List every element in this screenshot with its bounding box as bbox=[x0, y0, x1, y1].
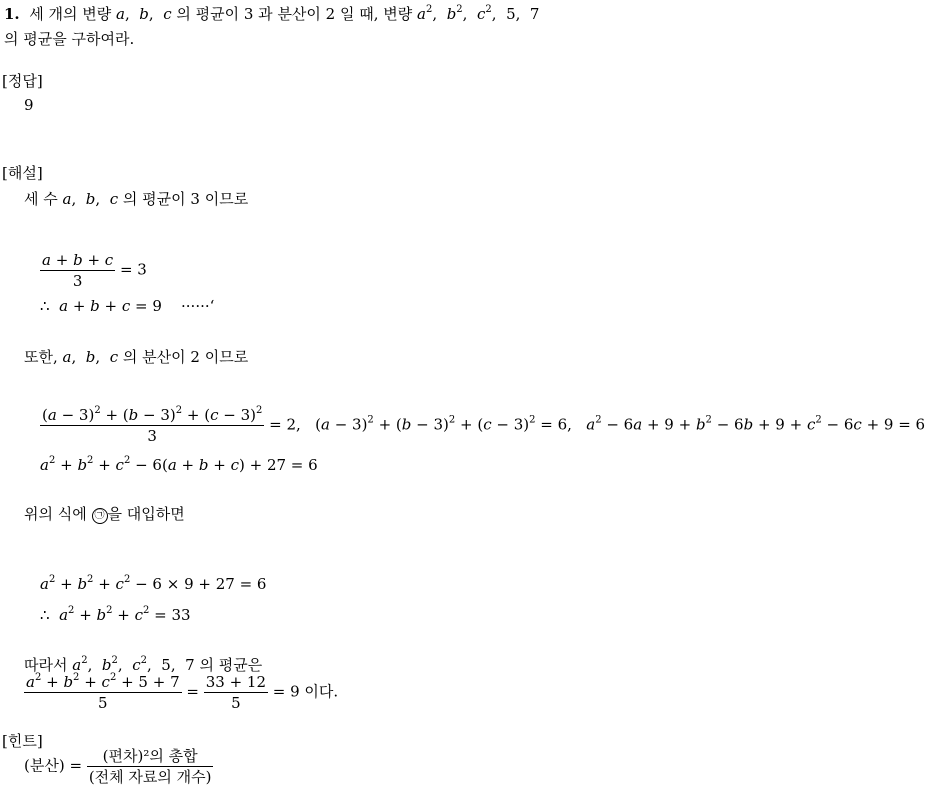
answer-heading: [정답] bbox=[2, 72, 43, 90]
solution-step-2: 또한, a, b, c 의 분산이 2 이므로 bbox=[24, 348, 249, 366]
equation-variance: $\frac{(a - 3)^2 + (b - 3)^2 + (c - 3)^2}{3}$ = 2, $(a - 3)^2 + (b - 3)^2 + (c - 3)^2 = 6$, $a^2 - 6a + 9 + b^2 - 6b + 9 + c^2 - 6c + 9 = 6$ bbox=[42, 405, 925, 445]
problem-number: 1. bbox=[4, 5, 20, 23]
equation-label-dots: ······‘ bbox=[181, 297, 215, 315]
solution-step-4: 따라서 $a^2$, $b^2$, $c^2$, 5, 7 의 평균은 bbox=[24, 655, 263, 674]
equation-expanded: $a^2 + b^2 + c^2 - 6(a + b + c) + 27 = 6$ bbox=[40, 455, 318, 474]
equation-substituted: $a^2 + b^2 + c^2 - 6 \times 9 + 27 = 6$ bbox=[40, 574, 267, 593]
solution-heading: [해설] bbox=[2, 164, 43, 182]
problem-line-1: 1. 세 개의 변량 a, b, c 의 평균이 3 과 분산이 2 일 때, 변량 $a^2$, $b^2$, $c^2$, 5, 7 bbox=[4, 4, 540, 23]
answer-value: 9 bbox=[24, 96, 34, 114]
solution-step-1: 세 수 a, b, c 의 평균이 3 이므로 bbox=[24, 190, 249, 208]
hint-formula: (분산) = $\frac{\text{(편차)²의 총합}}{\text{(전체 자료의 개수)}}$ bbox=[24, 747, 212, 786]
hint-heading: [힌트] bbox=[2, 732, 43, 750]
solution-step-3: 위의 식에 ㉠ 을 대입하면 bbox=[24, 505, 185, 523]
equation-sum: ∴ a + b + c = 9 ······‘ bbox=[40, 297, 215, 315]
circle-label-icon: ㉠ bbox=[92, 508, 108, 524]
problem-line-2: 의 평균을 구하여라. bbox=[4, 30, 135, 48]
equation-mean-fraction: $\frac{a + b + c}{3}$ = 3 bbox=[42, 251, 147, 290]
equation-final-mean: $\frac{a^2 + b^2 + c^2 + 5 + 7}{5}$ = $\frac{33 + 12}{5}$ = 9 이다. bbox=[26, 672, 339, 712]
equation-sum-squares: ∴ $a^2 + b^2 + c^2 = 33$ bbox=[40, 605, 191, 624]
